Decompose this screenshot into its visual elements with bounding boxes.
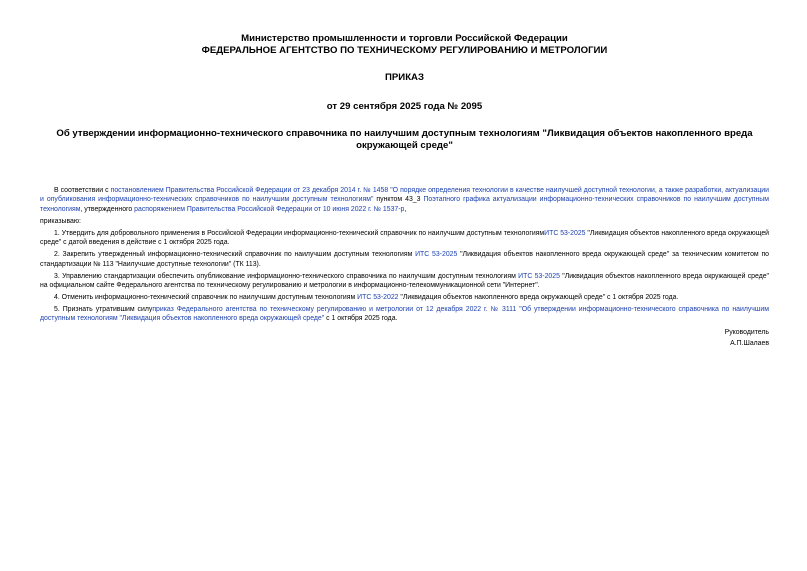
item-4-text-2: "Ликвидация объектов накопленного вреда окружающей среде" с 1 октября 2025 года. <box>398 294 679 302</box>
document-date-number: от 29 сентября 2025 года № 2095 <box>326 101 483 112</box>
item-1-text-1: 1. Утвердить для добровольного применения в Российской Федерации информационно-технический справочник по наилучшим доступным технологиям <box>54 229 545 237</box>
item-5-text-2: с 1 октября 2025 года. <box>324 315 398 323</box>
link-order-3111[interactable]: приказ Федерального агентства по техническому регулированию и метрологии от 12 декабря 2022 г. № 3111 "Об утверждении информационно-технического справочника по наилучшим доступным технологиям "Ликвидация объектов накопленного вреда окружающей среде" <box>40 306 769 323</box>
preamble-text-3: , утвержденного <box>80 205 135 213</box>
signatory-name: А.П.Шалаев <box>730 339 769 347</box>
ministry-name: Министерство промышленности и торговли Российской Федерации <box>241 33 568 44</box>
signatory-position: Руководитель <box>724 328 769 336</box>
link-its-53-2025[interactable]: ИТС 53-2025 <box>415 251 458 259</box>
document-body <box>40 186 769 324</box>
item-2-text-2: "Ликвидация объектов накопленного вреда окружающей среде" за техническим комитетом по стандартизации № 113 "Наилучшие доступные технологии" (ТК 113). <box>40 251 770 268</box>
order-word: приказываю: <box>40 217 81 225</box>
link-government-decree-1458[interactable]: постановлением Правительства Российской Федерации от 23 декабря 2014 г. № 1458 "О порядке определения технологии в качестве наилучшей доступной технологии, а также разработки, актуализации и опубликования информационно-технических справочников по наилучшим доступным технологиям" <box>40 187 769 204</box>
preamble-paragraph <box>40 186 769 214</box>
item-2 <box>40 250 769 269</box>
item-2-text-1: 2. Закрепить утвержденный информационно-технический справочник по наилучшим доступным технологиям <box>54 251 416 259</box>
item-3 <box>40 272 769 291</box>
signature-block <box>40 327 769 349</box>
preamble-text-4: , <box>404 205 407 213</box>
item-5 <box>40 305 769 324</box>
link-update-schedule[interactable]: Поэтапного графика актуализации информационно-технических справочников по наилучшим доступным технологиям <box>40 196 769 213</box>
item-4 <box>40 293 769 302</box>
document-type: ПРИКАЗ <box>385 72 424 83</box>
link-government-order-1537[interactable]: распоряжением Правительства Российской Федерации от 10 июня 2022 г. № 1537-р <box>134 205 405 213</box>
item-1 <box>40 229 769 248</box>
item-3-text-2: "Ликвидация объектов накопленного вреда окружающей среде" на официальном сайте Федерального агентства по техническому регулированию и метрологии в информационно-телекоммуникационной сети "Интернет". <box>40 272 769 290</box>
item-5-text-1: 5. Признать утратившим силу <box>54 306 153 314</box>
link-its-53-2022[interactable]: ИТС 53-2022 <box>357 294 399 302</box>
item-4-text-1: 4. Отменить информационно-технический справочник по наилучшим доступным технологиям <box>54 294 358 302</box>
link-its-53-2025[interactable]: ИТС 53-2025 <box>518 272 560 280</box>
item-1-text-2: "Ликвидация объектов накопленного вреда окружающей среде" с датой введения в действие с 1 октября 2025 года. <box>40 229 769 247</box>
preamble-text-2: пунктом 43_3 <box>373 196 424 204</box>
agency-name: ФЕДЕРАЛЬНОЕ АГЕНТСТВО ПО ТЕХНИЧЕСКОМУ РЕГУЛИРОВАНИЮ И МЕТРОЛОГИИ <box>201 45 608 56</box>
link-its-53-2025[interactable]: ИТС 53-2025 <box>544 229 586 237</box>
document-title: Об утверждении информационно-технического справочника по наилучшим доступным технологиям "Ликвидация объектов накопленного вреда окружающей среде" <box>56 128 753 151</box>
preamble-text-1: В соответствии с <box>54 187 111 194</box>
item-3-text-1: 3. Управлению стандартизации обеспечить опубликование информационно-технического справочника по наилучшим доступным технологиям <box>54 272 519 280</box>
